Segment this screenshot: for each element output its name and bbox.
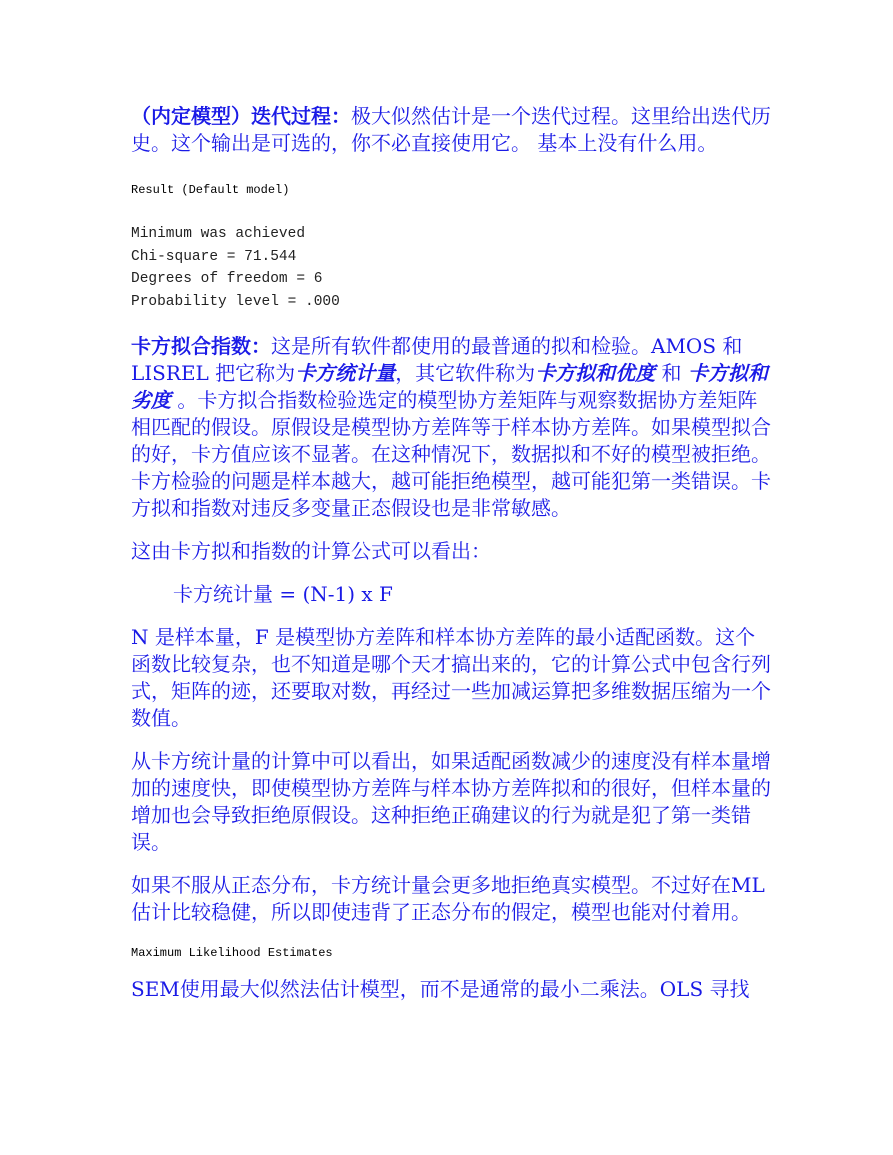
result-label: Result (Default model) xyxy=(131,183,290,197)
term-chi-statistic: 卡方统计量 xyxy=(295,360,396,385)
result-line-chi-square: Chi-square = 71.544 xyxy=(131,248,297,265)
chi-paragraph xyxy=(131,333,771,522)
intro-text: 极大似然估计是一个迭代过程。这里给出迭代历史。这个输出是可选的，你不必直接使用它。 基本上没有什么用。 xyxy=(131,104,771,155)
paragraph-chi-compute: 从卡方统计量的计算中可以看出，如果适配函数减少的速度没有样本量增加的速度快，即使模型协方差阵与样本协方差阵拟和的很好，但样本量的增加也会导致拒绝原假设。这种拒绝正确建议的行为就是犯了第一类错误。 xyxy=(131,748,771,854)
intro-heading: （内定模型）迭代过程： xyxy=(131,104,351,128)
chi-text-4: 。卡方拟合指数检验选定的模型协方差矩阵与观察数据协方差矩阵相匹配的假设。原假设是模型协方差阵等于样本协方差阵。如果模型拟合的好，卡方值应该不显著。在这种情况下，数据拟和不好的模型被拒绝。卡方检验的问题是样本越大，越可能拒绝模型，越可能犯第一类错误。卡方拟和指数对违反多变量正态假设也是非常敏感。 xyxy=(131,387,771,520)
chi-text-3: 和 xyxy=(655,360,688,385)
paragraph-sem: SEM使用最大似然法估计模型，而不是通常的最小二乘法。OLS 寻找 xyxy=(131,976,750,1001)
intro-paragraph xyxy=(131,103,771,157)
term-goodness-of-fit: 卡方拟和优度 xyxy=(535,360,656,385)
formula-intro: 这由卡方拟和指数的计算公式可以看出： xyxy=(131,538,491,563)
term-badness-of-fit: 卡方拟和劣度 xyxy=(131,360,768,412)
result-line-probability: Probability level = .000 xyxy=(131,294,340,311)
result-block xyxy=(131,223,771,314)
mle-label: Maximum Likelihood Estimates xyxy=(131,945,333,960)
formula: 卡方统计量 = (N-1) x F xyxy=(173,581,393,606)
result-line-minimum: Minimum was achieved xyxy=(131,226,306,242)
chi-text-1: 这是所有软件都使用的最普通的拟和检验。AMOS 和 LISREL 把它称为 xyxy=(131,333,743,385)
result-line-degrees: Degrees of freedom = 6 xyxy=(131,271,323,288)
chi-text-2: ，其它软件称为 xyxy=(395,360,536,385)
document-page xyxy=(131,103,771,1003)
chi-heading: 卡方拟合指数： xyxy=(131,333,271,358)
paragraph-n: N 是样本量，F 是模型协方差阵和样本协方差阵的最小适配函数。这个函数比较复杂，也不知道是哪个天才搞出来的，它的计算公式中包含行列式，矩阵的迹，还要取对数，再经过一些加减运算把多维数据压缩为一个数值。 xyxy=(131,624,771,730)
paragraph-normality: 如果不服从正态分布，卡方统计量会更多地拒绝真实模型。不过好在ML估计比较稳健，所以即使违背了正态分布的假定，模型也能对付着用。 xyxy=(131,872,765,924)
